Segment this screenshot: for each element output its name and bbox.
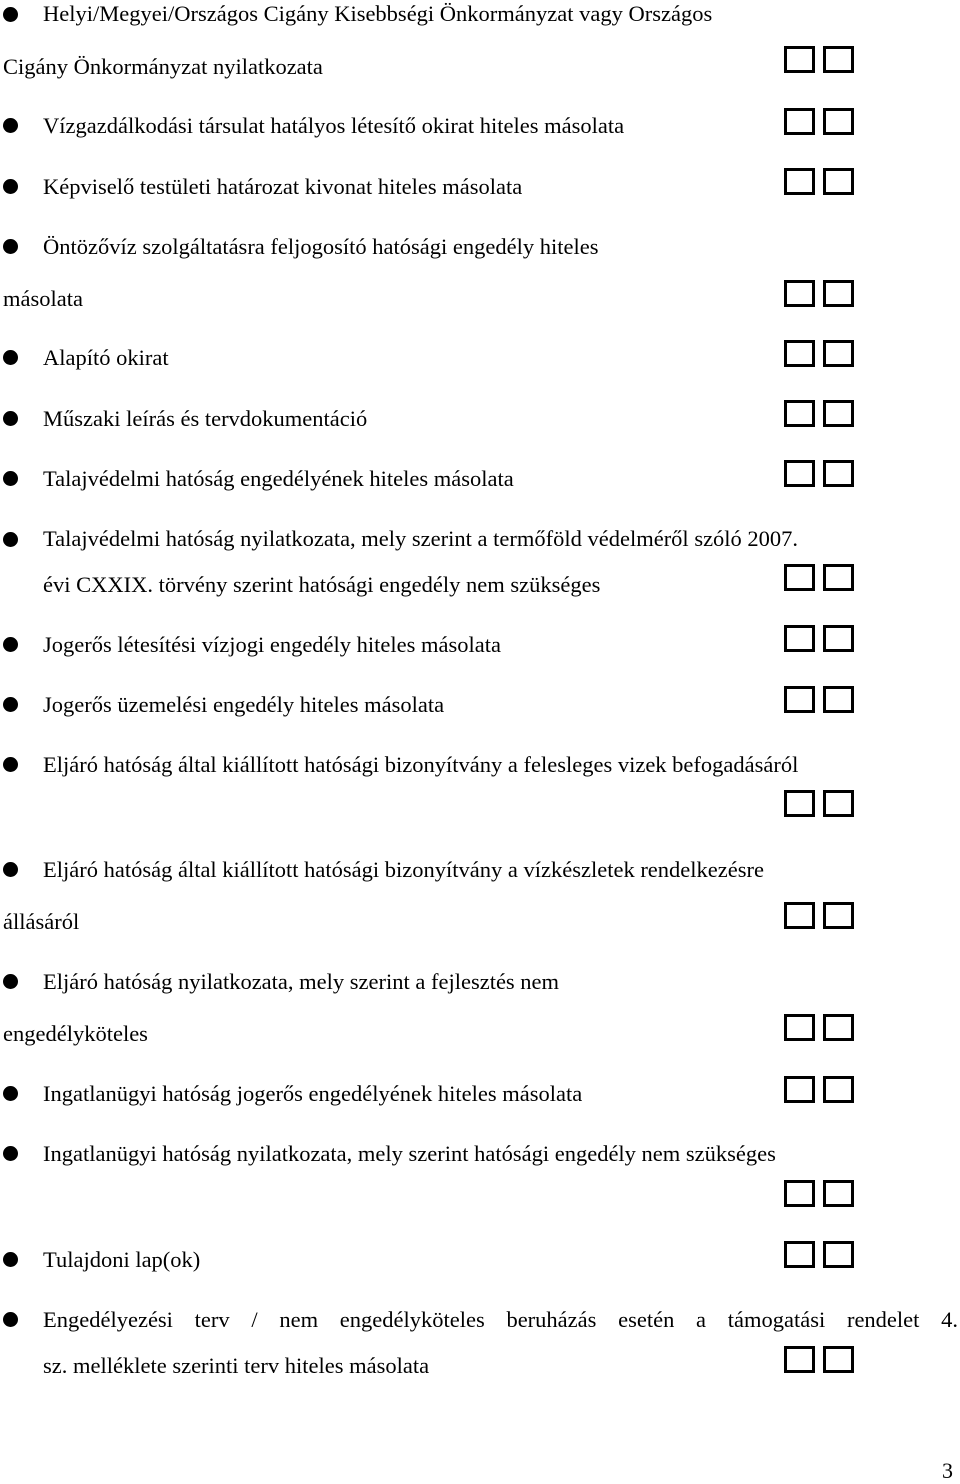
yes-no-checkboxes xyxy=(784,340,856,366)
item-text: Tulajdoni lap(ok) xyxy=(43,1247,201,1272)
bullet-icon xyxy=(3,637,18,652)
yes-checkbox[interactable] xyxy=(784,400,815,427)
item-text-continuation: sz. melléklete szerinti terv hiteles másolata xyxy=(43,1353,430,1378)
item-text: Képviselő testületi határozat kivonat hiteles másolata xyxy=(43,174,523,199)
yes-no-checkboxes xyxy=(784,46,856,72)
no-checkbox[interactable] xyxy=(823,902,854,929)
yes-no-checkboxes xyxy=(784,564,856,590)
item-text: Helyi/Megyei/Országos Cigány Kisebbségi Önkormányzat vagy Országos xyxy=(43,1,713,26)
no-checkbox[interactable] xyxy=(823,564,854,591)
bullet-icon xyxy=(3,1086,18,1101)
no-checkbox[interactable] xyxy=(823,790,854,817)
no-checkbox[interactable] xyxy=(823,280,854,307)
yes-checkbox[interactable] xyxy=(784,460,815,487)
yes-no-checkboxes xyxy=(784,168,856,194)
yes-checkbox[interactable] xyxy=(784,46,815,73)
item-text-continuation: engedélyköteles xyxy=(3,1021,148,1046)
no-checkbox[interactable] xyxy=(823,340,854,367)
no-checkbox[interactable] xyxy=(823,625,854,652)
yes-no-checkboxes xyxy=(784,280,856,306)
yes-no-checkboxes xyxy=(784,686,856,712)
no-checkbox[interactable] xyxy=(823,108,854,135)
bullet-icon xyxy=(3,1312,18,1327)
yes-checkbox[interactable] xyxy=(784,1241,815,1268)
bullet-icon xyxy=(3,1146,18,1161)
item-text-continuation: állásáról xyxy=(3,909,80,934)
item-text: Eljáró hatóság által kiállított hatósági bizonyítvány a vízkészletek rendelkezésre xyxy=(43,857,764,882)
yes-no-checkboxes xyxy=(784,790,856,816)
bullet-icon xyxy=(3,471,18,486)
no-checkbox[interactable] xyxy=(823,1180,854,1207)
item-text: Eljáró hatóság nyilatkozata, mely szerint a fejlesztés nem xyxy=(43,969,560,994)
item-text: Vízgazdálkodási társulat hatályos létesítő okirat hiteles másolata xyxy=(43,113,625,138)
bullet-icon xyxy=(3,239,18,254)
item-text: Ingatlanügyi hatóság jogerős engedélyének hiteles másolata xyxy=(43,1081,583,1106)
item-text: Műszaki leírás és tervdokumentáció xyxy=(43,406,368,431)
bullet-icon xyxy=(3,118,18,133)
yes-checkbox[interactable] xyxy=(784,1346,815,1373)
item-text: Jogerős létesítési vízjogi engedély hiteles másolata xyxy=(43,632,501,657)
no-checkbox[interactable] xyxy=(823,168,854,195)
yes-checkbox[interactable] xyxy=(784,108,815,135)
yes-checkbox[interactable] xyxy=(784,790,815,817)
bullet-icon xyxy=(3,532,18,547)
yes-no-checkboxes xyxy=(784,1346,856,1372)
item-text: Talajvédelmi hatóság engedélyének hiteles másolata xyxy=(43,466,514,491)
bullet-icon xyxy=(3,862,18,877)
yes-no-checkboxes xyxy=(784,1076,856,1102)
no-checkbox[interactable] xyxy=(823,460,854,487)
item-text: Engedélyezési terv / nem engedélyköteles beruházás esetén a támogatási rendelet 4. xyxy=(43,1307,958,1332)
bullet-icon xyxy=(3,697,18,712)
yes-checkbox[interactable] xyxy=(784,686,815,713)
yes-no-checkboxes xyxy=(784,108,856,134)
yes-checkbox[interactable] xyxy=(784,1014,815,1041)
yes-checkbox[interactable] xyxy=(784,564,815,591)
item-text: Ingatlanügyi hatóság nyilatkozata, mely szerint hatósági engedély nem szükséges xyxy=(43,1141,776,1166)
yes-no-checkboxes xyxy=(784,902,856,928)
bullet-icon xyxy=(3,350,18,365)
no-checkbox[interactable] xyxy=(823,46,854,73)
item-text-continuation: évi CXXIX. törvény szerint hatósági engedély nem szükséges xyxy=(43,572,601,597)
yes-checkbox[interactable] xyxy=(784,902,815,929)
item-text-continuation: másolata xyxy=(3,286,83,311)
no-checkbox[interactable] xyxy=(823,686,854,713)
no-checkbox[interactable] xyxy=(823,400,854,427)
bullet-icon xyxy=(3,1252,18,1267)
yes-checkbox[interactable] xyxy=(784,1180,815,1207)
item-text: Eljáró hatóság által kiállított hatósági bizonyítvány a felesleges vizek befogadásáról xyxy=(43,752,799,777)
bullet-icon xyxy=(3,974,18,989)
yes-no-checkboxes xyxy=(784,460,856,486)
item-text: Talajvédelmi hatóság nyilatkozata, mely szerint a termőföld védelméről szóló 2007. xyxy=(43,526,799,551)
item-text: Jogerős üzemelési engedély hiteles másolata xyxy=(43,692,445,717)
no-checkbox[interactable] xyxy=(823,1076,854,1103)
yes-checkbox[interactable] xyxy=(784,340,815,367)
yes-no-checkboxes xyxy=(784,400,856,426)
no-checkbox[interactable] xyxy=(823,1346,854,1373)
item-text: Alapító okirat xyxy=(43,345,169,370)
item-text: Öntözővíz szolgáltatásra feljogosító hatósági engedély hiteles xyxy=(43,234,599,259)
yes-no-checkboxes xyxy=(784,1241,856,1267)
yes-checkbox[interactable] xyxy=(784,1076,815,1103)
bullet-icon xyxy=(3,411,18,426)
yes-checkbox[interactable] xyxy=(784,280,815,307)
yes-no-checkboxes xyxy=(784,1014,856,1040)
bullet-icon xyxy=(3,179,18,194)
yes-checkbox[interactable] xyxy=(784,625,815,652)
page-number: 3 xyxy=(942,1458,953,1483)
yes-checkbox[interactable] xyxy=(784,168,815,195)
no-checkbox[interactable] xyxy=(823,1014,854,1041)
item-text-continuation: Cigány Önkormányzat nyilatkozata xyxy=(3,54,323,79)
bullet-icon xyxy=(3,757,18,772)
no-checkbox[interactable] xyxy=(823,1241,854,1268)
yes-no-checkboxes xyxy=(784,1180,856,1206)
yes-no-checkboxes xyxy=(784,625,856,651)
bullet-icon xyxy=(3,7,18,22)
